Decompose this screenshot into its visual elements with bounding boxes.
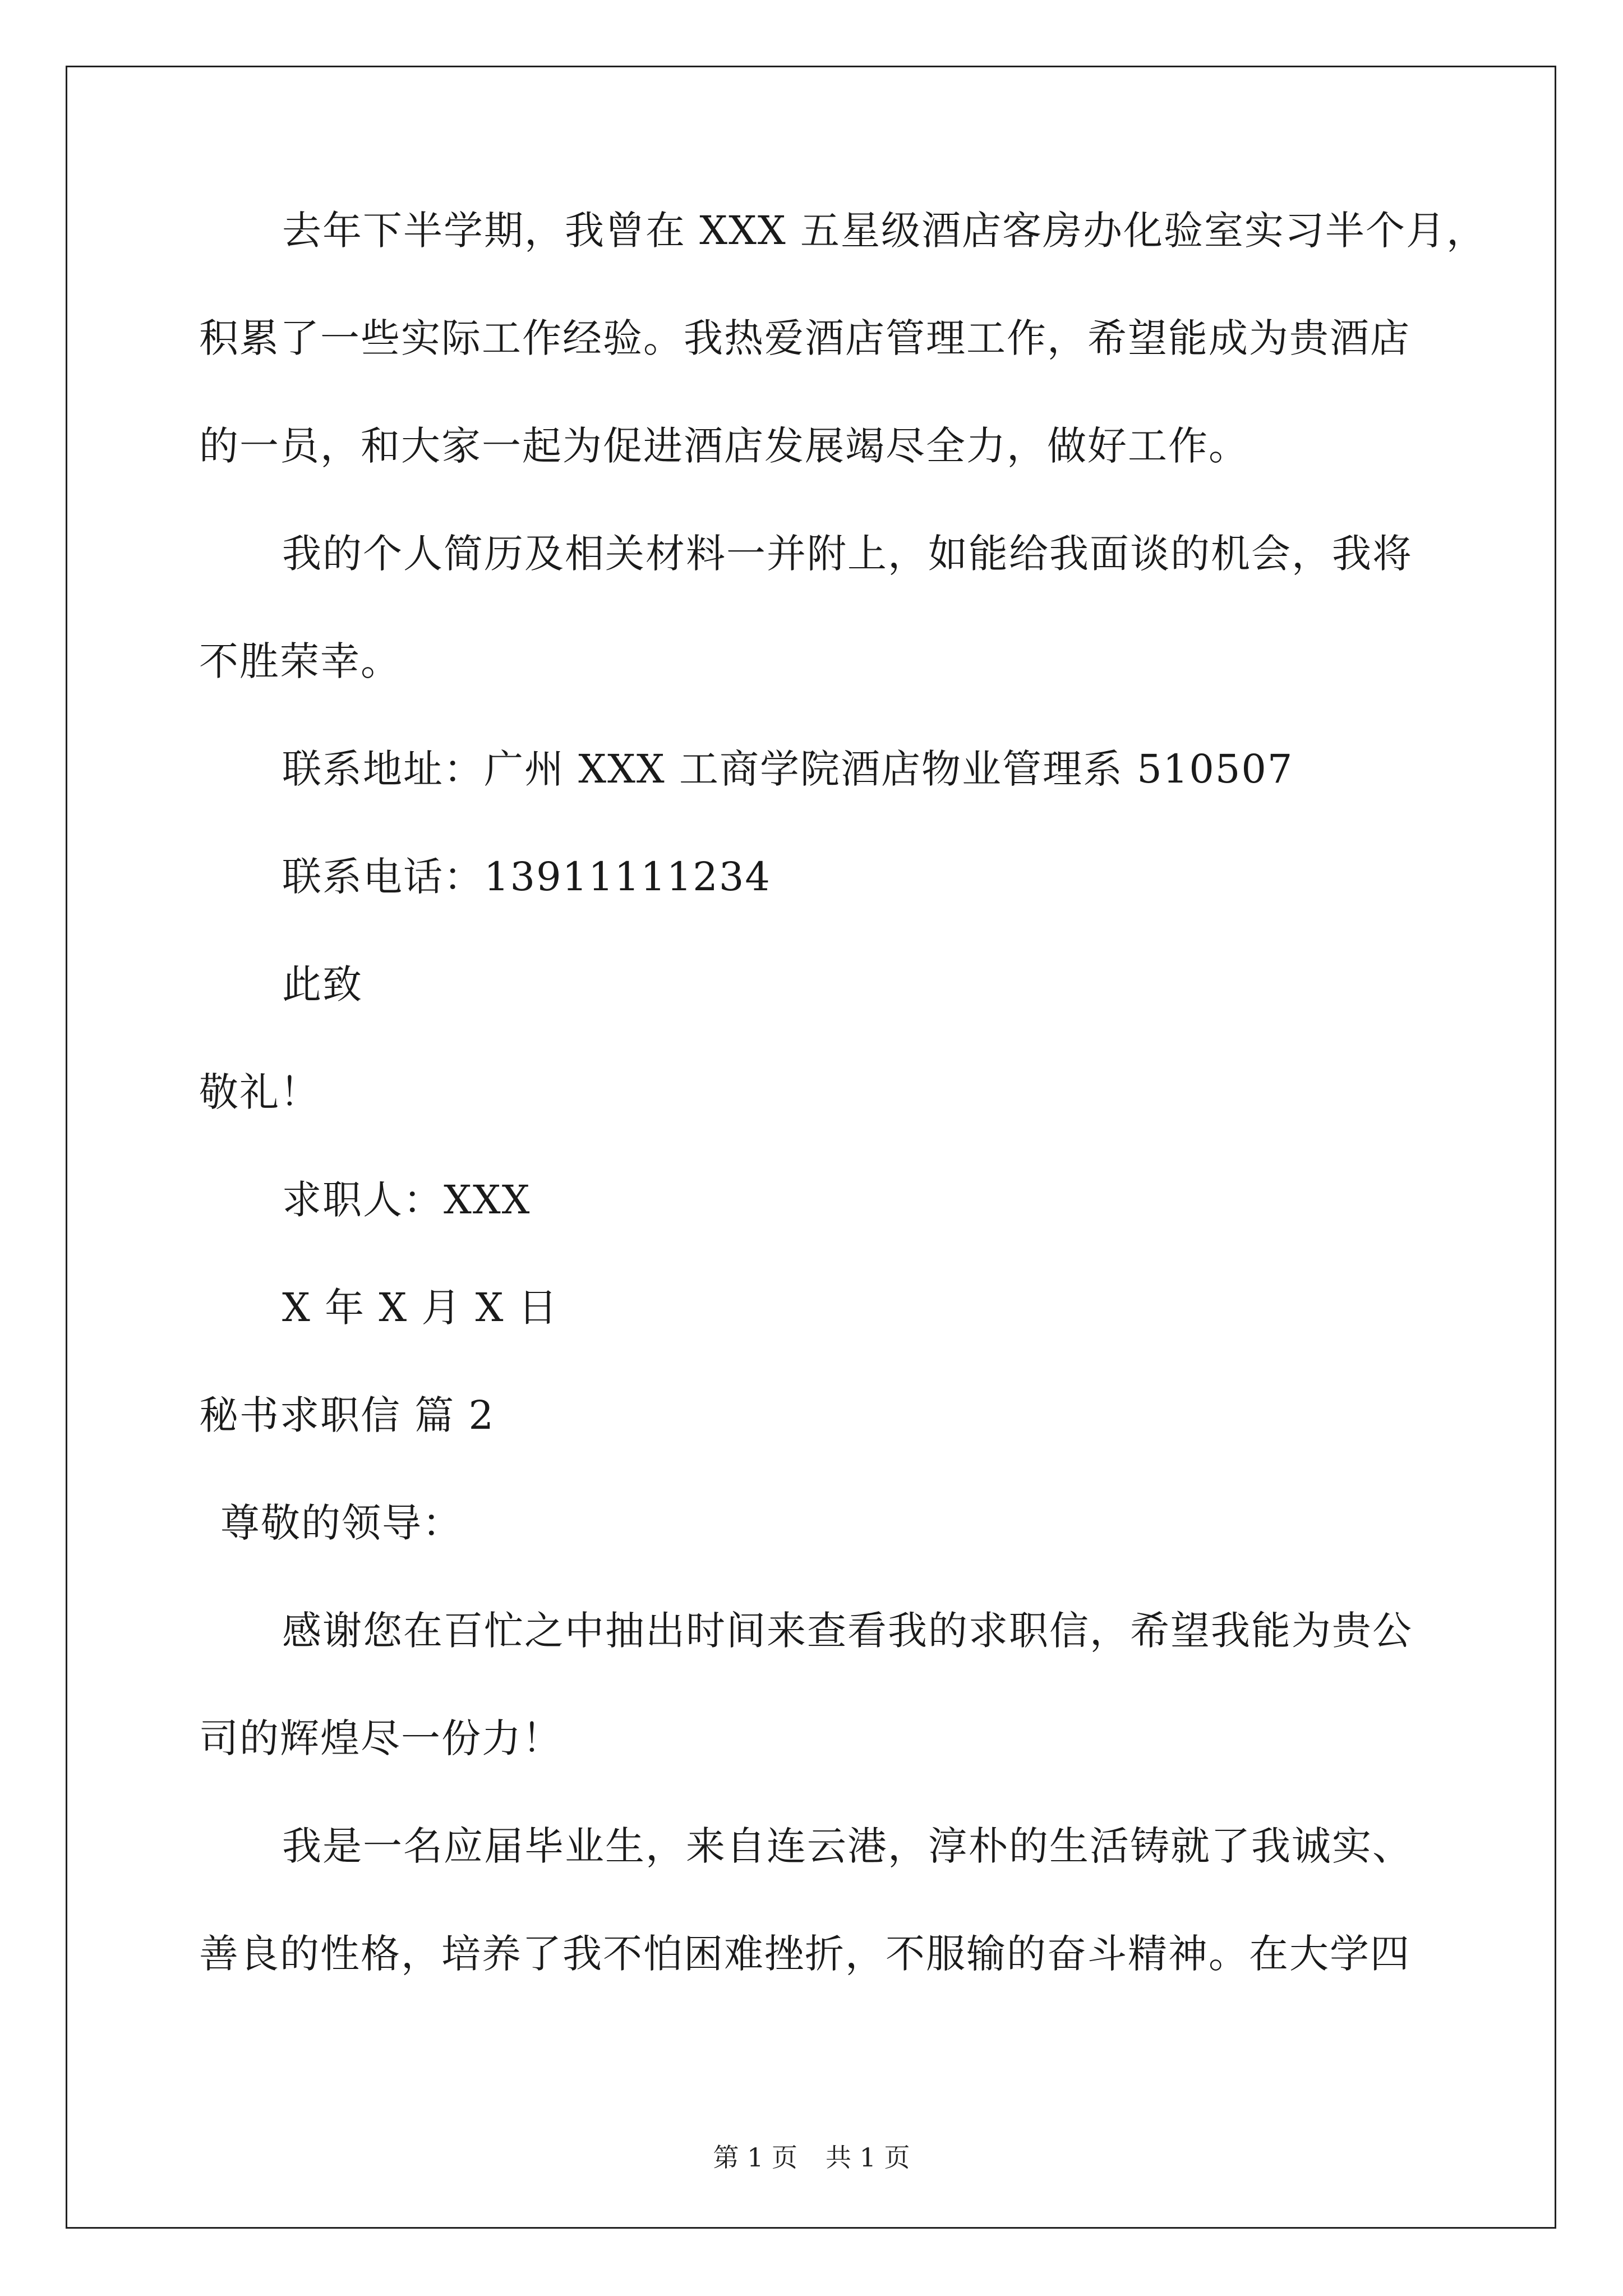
closing-salute: 敬礼！	[199, 1069, 320, 1115]
closing-line: 此致	[282, 961, 363, 1007]
paragraph-line: 善良的性格，培养了我不怕困难挫折，不服输的奋斗精神。在大学四	[199, 1931, 1410, 1977]
letter-date: X 年 X 月 X 日	[282, 1285, 559, 1331]
page-total: 共 1 页	[826, 2142, 910, 2173]
paragraph-line: 不胜荣幸。	[199, 638, 401, 684]
contact-phone: 联系电话：13911111234	[282, 854, 771, 900]
paragraph-line: 我的个人简历及相关材料一并附上，如能给我面谈的机会，我将	[282, 531, 1413, 577]
paragraph-line: 去年下半学期，我曾在 XXX 五星级酒店客房办化验室实习半个月，	[282, 208, 1487, 254]
paragraph-line: 的一员，和大家一起为促进酒店发展竭尽全力，做好工作。	[199, 423, 1249, 469]
paragraph-line: 我是一名应届毕业生，来自连云港，淳朴的生活铸就了我诚实、	[282, 1823, 1413, 1869]
paragraph-line: 感谢您在百忙之中抽出时间来查看我的求职信，希望我能为贵公	[282, 1608, 1413, 1654]
page-footer	[0, 2137, 1623, 2174]
page-border	[66, 66, 1556, 2229]
paragraph-line: 司的辉煌尽一份力！	[199, 1715, 562, 1761]
paragraph-line: 积累了一些实际工作经验。我热爱酒店管理工作，希望能成为贵酒店	[199, 315, 1410, 361]
page-number: 第 1 页	[713, 2142, 797, 2173]
salutation: 尊敬的领导：	[220, 1500, 463, 1546]
applicant-name: 求职人：XXX	[282, 1177, 531, 1223]
section-title: 秘书求职信 篇 2	[199, 1392, 495, 1438]
contact-address: 联系地址：广州 XXX 工商学院酒店物业管理系 510507	[282, 746, 1294, 792]
